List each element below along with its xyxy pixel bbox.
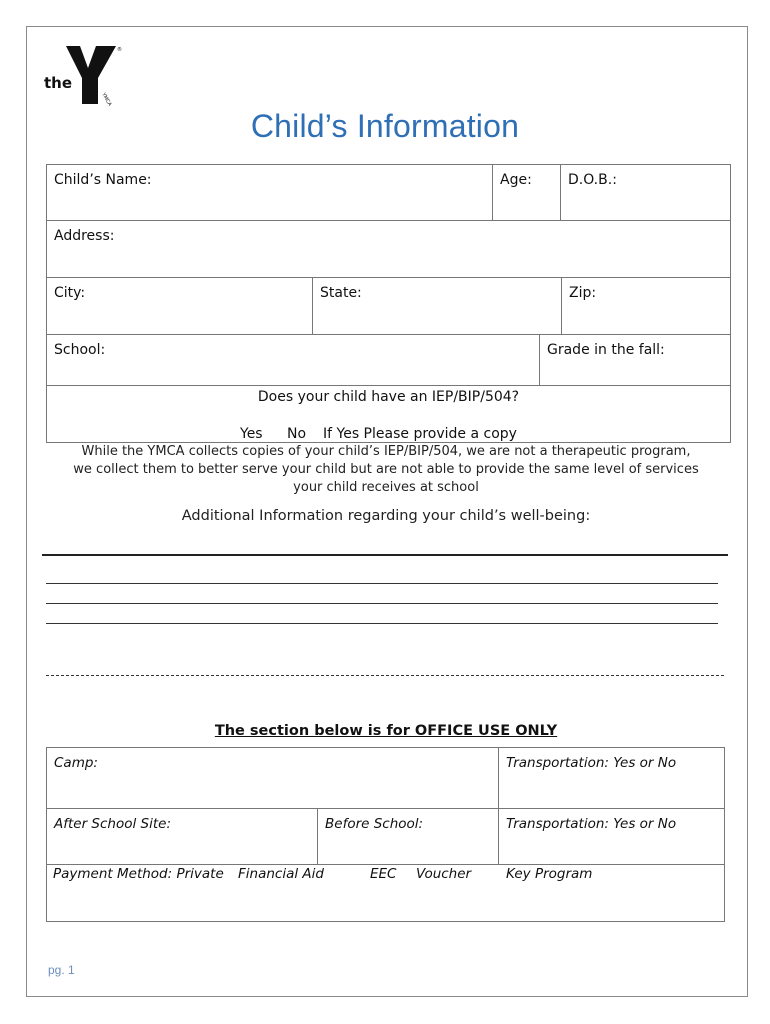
school-field[interactable] — [46, 334, 540, 386]
address-label: Address: — [54, 228, 115, 244]
writing-line-2[interactable] — [46, 603, 718, 604]
ymca-y-logo-icon — [44, 44, 124, 106]
payment-method-label: Payment Method: Private — [53, 866, 224, 882]
school-label: School: — [54, 342, 106, 358]
after-school-site-field[interactable] — [46, 808, 318, 865]
camp-label: Camp: — [54, 755, 98, 771]
state-label: State: — [320, 285, 362, 301]
city-label: City: — [54, 285, 86, 301]
writing-line-solid[interactable] — [42, 554, 728, 556]
iep-no-option[interactable]: No — [287, 426, 307, 442]
state-field[interactable] — [312, 277, 562, 335]
childs-name-label: Child’s Name: — [54, 172, 152, 188]
logo-the-text: the — [44, 74, 73, 92]
transportation-field-2[interactable] — [498, 808, 725, 865]
logo-tm: ® — [117, 47, 122, 53]
transportation-label-1: Transportation: Yes or No — [506, 755, 677, 771]
office-use-heading: The section below is for OFFICE USE ONLY — [214, 723, 558, 739]
note-line-1: While the YMCA collects copies of your child’s IEP/BIP/504, we are not a therapeutic program, — [81, 444, 691, 459]
before-school-label: Before School: — [325, 816, 424, 832]
zip-field[interactable] — [561, 277, 731, 335]
logo-ymca-text: YMCA — [100, 92, 113, 106]
transportation-field-1[interactable] — [498, 747, 725, 809]
payment-financial-aid[interactable]: Financial Aid — [238, 866, 324, 882]
dob-field[interactable] — [560, 164, 731, 221]
writing-line-3[interactable] — [46, 623, 718, 624]
iep-instruction: If Yes Please provide a copy — [323, 426, 517, 442]
after-school-label: After School Site: — [54, 816, 172, 832]
ymca-logo — [44, 44, 124, 106]
dashed-separator — [46, 675, 724, 676]
iep-note — [46, 443, 726, 497]
childs-name-field[interactable] — [46, 164, 493, 221]
grade-label: Grade in the fall: — [547, 342, 665, 358]
additional-info-label: Additional Information regarding your child’s well-being: — [181, 508, 591, 524]
grade-field[interactable] — [539, 334, 731, 386]
age-label: Age: — [500, 172, 532, 188]
iep-yes-option[interactable]: Yes — [240, 426, 263, 442]
payment-key-program[interactable]: Key Program — [506, 866, 593, 882]
transportation-label-2: Transportation: Yes or No — [506, 816, 677, 832]
before-school-field[interactable] — [317, 808, 499, 865]
page-number: pg. 1 — [48, 963, 75, 977]
age-field[interactable] — [492, 164, 561, 221]
note-line-3: your child receives at school — [293, 480, 479, 495]
iep-question: Does your child have an IEP/BIP/504? — [257, 389, 520, 405]
city-field[interactable] — [46, 277, 313, 335]
camp-field[interactable] — [46, 747, 499, 809]
page-title: Child’s Information — [250, 108, 520, 144]
payment-eec[interactable]: EEC — [370, 866, 397, 882]
payment-voucher[interactable]: Voucher — [416, 866, 472, 882]
address-field[interactable] — [46, 220, 731, 278]
zip-label: Zip: — [569, 285, 597, 301]
writing-line-1[interactable] — [46, 583, 718, 584]
note-line-2: we collect them to better serve your child but are not able to provide the same level of services — [73, 462, 699, 477]
dob-label: D.O.B.: — [568, 172, 617, 188]
